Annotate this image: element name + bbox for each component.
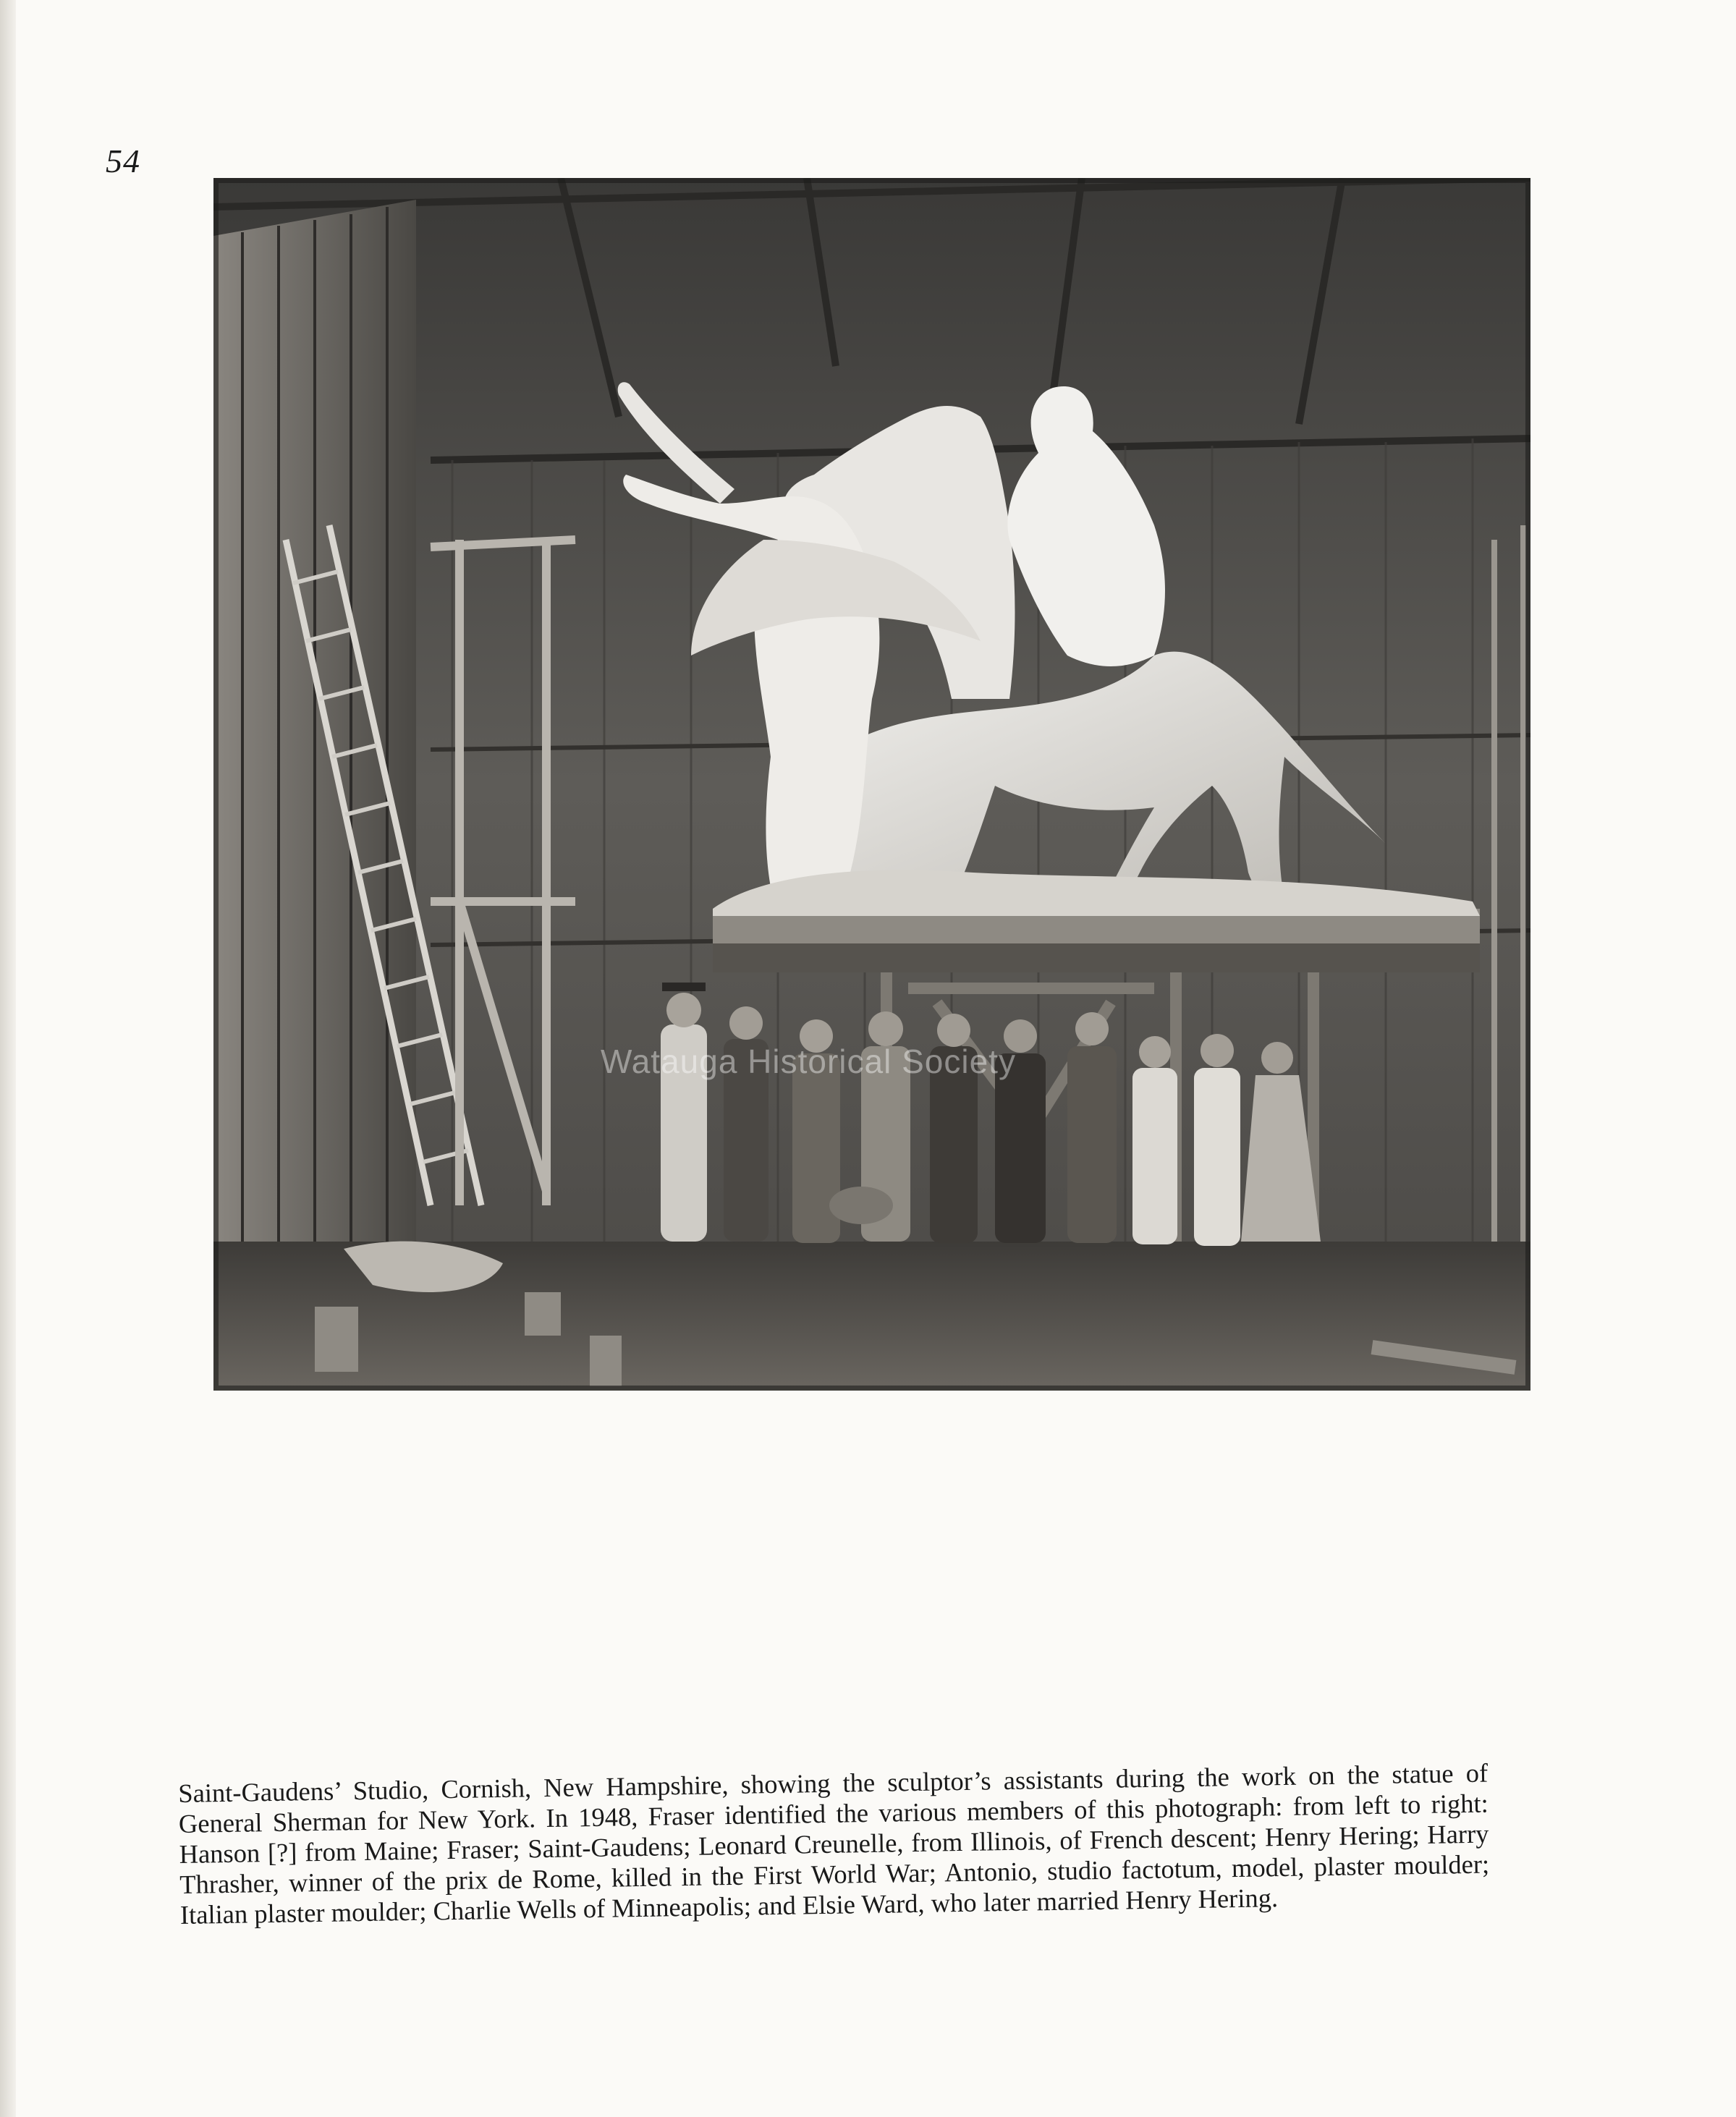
studio-photograph [213,178,1530,1391]
page-number: 54 [106,143,140,179]
page-edge [0,0,16,2117]
photo-watermark: Watauga Historical Society [601,1043,1016,1080]
photo-caption: Saint-Gaudens’ Studio, Cornish, New Hampshire, showing the sculptor’s assistants during the work on the statue of General Sherman for New York. In 1948, Fraser identified the various members of this photograph: from left to right: Hanson [?] from Maine; Fraser; Saint-Gaudens; Leonard Creunelle, from Illinois, of French descent; Henry Hering; Harry Thrasher, winner of the prix de Rome, killed in the First World War; Antonio, studio factotum, model, plaster moulder; Italian plaster moulder; Charlie Wells of Minneapolis; and Elsie Ward, who later married Henry Hering. [178,1757,1490,1930]
